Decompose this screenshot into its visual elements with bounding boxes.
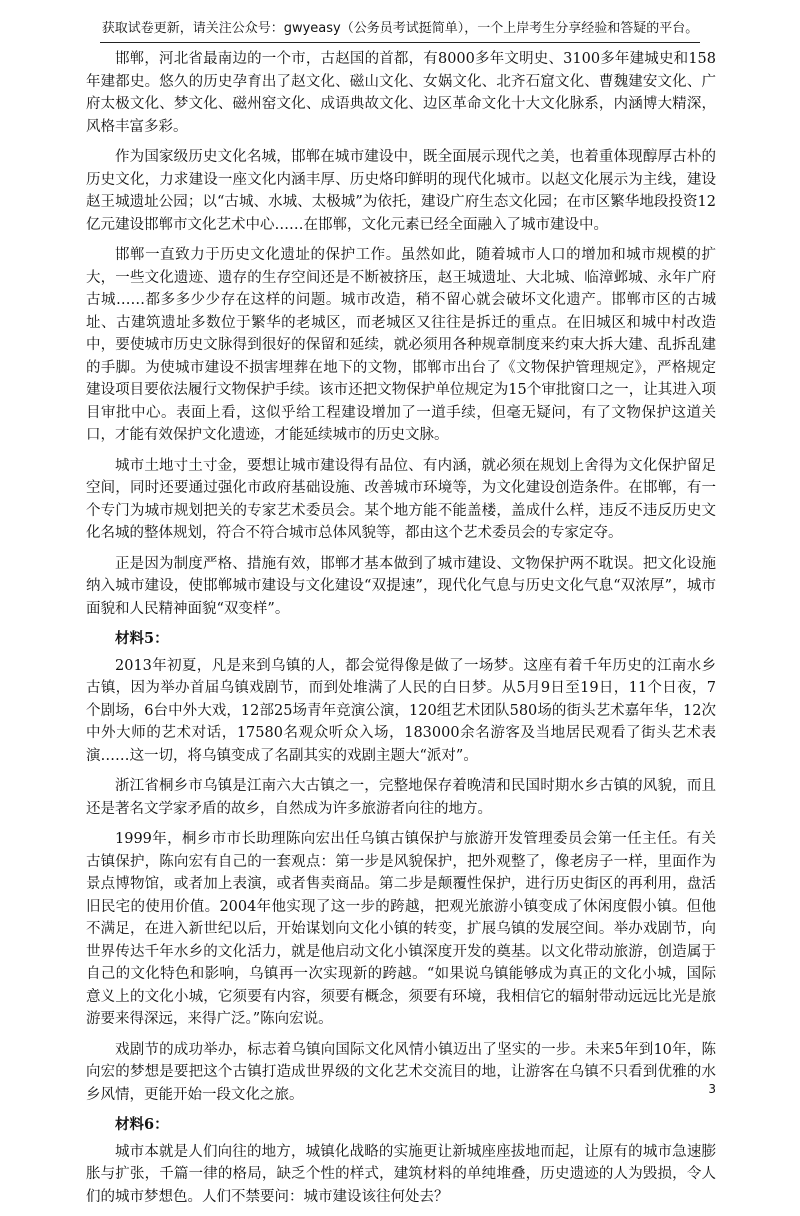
paragraph: 作为国家级历史文化名城，邯郸在城市建设中，既全面展示现代之美，也着重体现醇厚古朴的历史文化，力求建设一座文化内涵丰厚、历史烙印鲜明的现代化城市。以赵文化展示为主线，建设赵王城遗址公园；以“古城、水城、太极城”为依托，建设广府生态文化园；在市区繁华地段投资12亿元建设邯郸市文化艺术中心……在邯郸，文化元素已经全面融入了城市建设中。 <box>86 149 716 233</box>
paragraph: 2013年初夏，凡是来到乌镇的人，都会觉得像是做了一场梦。这座有着千年历史的江南水乡古镇，因为举办首届乌镇戏剧节，而到处堆满了人民的白日梦。从5月9日至19日，11个日夜，7个剧场，6台中外大戏，12部25场青年竞演公演，120组艺术团队580场的街头艺术嘉年华，12次中外大师的艺术对话，17580名观众听众入场，183000余名游客及当地居民观看了街头艺术表演……这一切，将乌镇变成了名副其实的戏剧主题大“派对”。 <box>86 657 716 764</box>
section-heading-material-5: 材料5： <box>115 630 169 647</box>
header-notice: 获取试卷更新，请关注公众号：gwyeasy（公务员考试挺简单），一个上岸考生分享经验和答疑的平台。 <box>100 20 700 43</box>
paragraph: 城市本就是人们向往的地方，城镇化战略的实施更让新城座座拔地而起，让原有的城市急速膨胀与扩张，千篇一律的格局，缺乏个性的样式，建筑材料的单纯堆叠，历史遗迹的人为毁损，令人们的城市梦想色。人们不禁要问：城市建设该往何处去？ <box>86 1143 716 1205</box>
paragraph: 正是因为制度严格、措施有效，邯郸才基本做到了城市建设、文物保护两不耽误。把文化设施纳入城市建设，使邯郸城市建设与文化建设“双提速”，现代化气息与历史文化气息“双浓厚”，城市面貌和人民精神面貌“双变样”。 <box>86 555 716 617</box>
paragraph: 邯郸一直致力于历史文化遗址的保护工作。虽然如此，随着城市人口的增加和城市规模的扩大，一些文化遗迹、遗存的生存空间还是不断被挤压，赵王城遗址、大北城、临漳邺城、永年广府古城……都多多少少存在这样的问题。城市改造，稍不留心就会破坏文化遗产。邯郸市区的古城址、古建筑遗址多数位于繁华的老城区，而老城区又往往是拆迁的重点。在旧城区和城中村改造中，要使城市历史文脉得到很好的保留和延续，就必须用各种规章制度来约束大拆大建、乱拆乱建的手脚。为使城市建设不损害埋葬在地下的文物，邯郸市出台了《文物保护管理规定》，严格规定建设项目要依法履行文物保护手续。该市还把文物保护单位规定为15个审批窗口之一，让其进入项目审批中心。表面上看，这似乎给工程建设增加了一道手续，但毫无疑问，有了文物保护这道关口，才能有效保护文化遗迹，才能延续城市的历史文脉。 <box>86 247 716 443</box>
paragraph: 1999年，桐乡市市长助理陈向宏出任乌镇古镇保护与旅游开发管理委员会第一任主任。有关古镇保护，陈向宏有自己的一套观点：第一步是风貌保护，把外观整了，像老房子一样，里面作为景点博物馆，或者加上表演，或者售卖商品。第二步是颠覆性保护，进行历史街区的再利用，盘活旧民宅的使用价值。2004年他实现了这一步的跨越，把观光旅游小镇变成了休闲度假小镇。但他不满足，在进入新世纪以后，开始谋划向文化小镇的转变，扩展乌镇的发展空间。举办戏剧节，向世界传达千年水乡的文化活力，就是他启动文化小镇深度开发的奠基。以文化带动旅游，创造属于自己的文化特色和影响，乌镇再一次实现新的跨越。“如果说乌镇能够成为真正的文化小城，国际意义上的文化小城，它须要有内容，须要有概念，须要有环境，我相信它的辐射带动远远比光是旅游要来得深远，来得广泛。”陈向宏说。 <box>86 831 716 1027</box>
paragraph: 浙江省桐乡市乌镇是江南六大古镇之一，完整地保存着晚清和民国时期水乡古镇的风貌，而且还是著名文学家矛盾的故乡，自然成为许多旅游者向往的地方。 <box>86 778 716 817</box>
section-heading-material-6: 材料6： <box>115 1116 169 1133</box>
paragraph: 城市土地寸土寸金，要想让城市建设得有品位、有内涵，就必须在规划上舍得为文化保护留足空间，同时还要通过强化市政府基础设施、改善城市环境等，为文化建设创造条件。在邯郸，有一个专门为城市规划把关的专家艺术委员会。某个地方能不能盖楼，盖成什么样，违反不违反历史文化名城的整体规划，符合不符合城市总体风貌等，都由这个艺术委员会的专家定夺。 <box>86 457 716 541</box>
document-body <box>86 48 716 1216</box>
paragraph: 邯郸，河北省最南边的一个市，古赵国的首都，有8000多年文明史、3100多年建城史和158年建都史。悠久的历史孕育出了赵文化、磁山文化、女娲文化、北齐石窟文化、曹魏建安文化、广府太极文化、梦文化、磁州窑文化、成语典故文化、边区革命文化十大文化脉系，内涵博大精深，风格丰富多彩。 <box>86 51 716 135</box>
page-number: 3 <box>708 1082 716 1096</box>
paragraph: 戏剧节的成功举办，标志着乌镇向国际文化风情小镇迈出了坚实的一步。未来5年到10年，陈向宏的梦想是要把这个古镇打造成世界级的文化艺术交流目的地，让游客在乌镇不只看到优雅的水乡风情，更能开始一段文化之旅。 <box>86 1041 716 1103</box>
